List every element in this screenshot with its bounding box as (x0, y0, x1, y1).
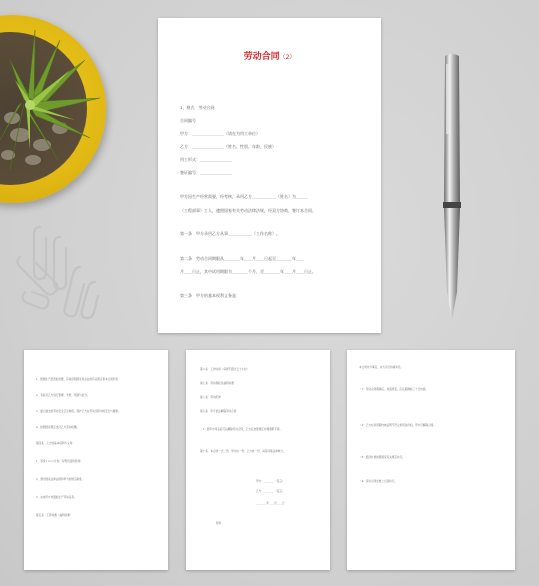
contract-line: 第三条 甲方的基本权利义务是： (180, 293, 240, 298)
contract-line: 2、有权对乙方进行管理、考核、奖励与处分。 (36, 394, 90, 397)
contract-line: 1、享受××××计划（写明所受的培训） (36, 460, 83, 463)
contract-line: 甲方：________（签章） (256, 480, 285, 483)
contract-line: 用工形式：________________ (180, 157, 232, 162)
contract-line: 签证编号：________________ (180, 170, 232, 175)
contract-line: 第十条 本合同一式二份，甲方执一份，乙方执一份，具有同等法律效力。 (200, 450, 286, 453)
contract-line: 4、按照国家规定支付乙方劳动报酬。 (36, 426, 80, 429)
contract-line: ________年____月____日 (256, 502, 285, 505)
contract-title (158, 49, 381, 62)
contract-line: 乙方：________________（姓名、性别、年龄、民族） (180, 144, 276, 149)
contract-line: 第七条 劳动保险及福利待遇 (200, 382, 234, 385)
contract-line: 甲方因生产经营需要，经考核，录用乙方____________（姓名）为______ (180, 194, 308, 199)
contract-line: 1、根据生产经营的需要，有权依照国家和企业的有关规定和本合同约定 (36, 378, 119, 381)
contract-line: 乙方：________（签章） (256, 490, 285, 493)
contract-line: 合同编号 (180, 118, 196, 123)
contract-line: 第九条 甲方依法解除劳动合同 (200, 410, 237, 413)
contract-line: 第一条 甲方录用乙方从事____________（工作名称）。 (180, 231, 280, 236)
succulent-plant-icon (0, 20, 120, 200)
contract-page-2 (24, 350, 168, 570)
contract-line: 第四条 乙方的基本权利与义务： (36, 442, 75, 445)
contract-line: 3、完成甲方布置的生产劳动任务。 (36, 496, 77, 499)
contract-line: （4）劳动合同生效之日起执行。 (359, 480, 397, 483)
contract-line: （1）经甲方同意后可以解除劳动合同，乙方应按照规定办理离职手续。 (200, 428, 283, 431)
contract-line: （工程部事）工人，遵照国家有关劳动法律法规，经双方协商，签订本合同。 (180, 208, 316, 213)
pen-icon (437, 52, 467, 322)
contract-page-4 (347, 350, 515, 570)
contract-line: 甲方：________________（请在为用工单位） (180, 131, 260, 136)
contract-line: 第六条 工作时间（每周不超过五十小时） (200, 368, 250, 371)
contract-line: 第五条 工资待遇（福利待遇） (36, 514, 73, 517)
contract-line: 3、建立健全的劳动安全卫生制度，保护乙方在劳动过程中的安全与健康。 (36, 410, 121, 413)
contract-line: 月____日止，其中试用期限为________个月，至________年____月____日止。 (180, 269, 316, 274)
contract-title-text: 劳动合同 (243, 52, 280, 62)
paperclips-icon (10, 212, 120, 322)
contract-line: （1）劳动合同期满后，如需续签，应在期满前三十日协商。 (359, 388, 429, 391)
contract-line: 2、遵守国家法律法规和甲方的规章制度。 (36, 478, 85, 481)
contract-line: 第二条 劳动合同期限从________年____月____日起至________年____ (180, 256, 304, 261)
contract-line: 附件 (216, 522, 222, 525)
contract-title-number: （2） (279, 54, 296, 61)
contract-line: （3）经济补偿按照国家有关规定执行。 (359, 456, 405, 459)
contract-page-3 (186, 350, 330, 570)
contract-line: 第八条 劳动纪律 (200, 396, 221, 399)
contract-line: 1、格式 劳动合同 (180, 105, 215, 110)
contract-line: （2）乙方在试用期内被证明不符合录用条件的，甲方可解除合同。 (359, 424, 436, 427)
contract-line: 本合同未尽事宜，双方另行协商补充。 (359, 366, 404, 369)
contract-page-main (158, 18, 381, 333)
